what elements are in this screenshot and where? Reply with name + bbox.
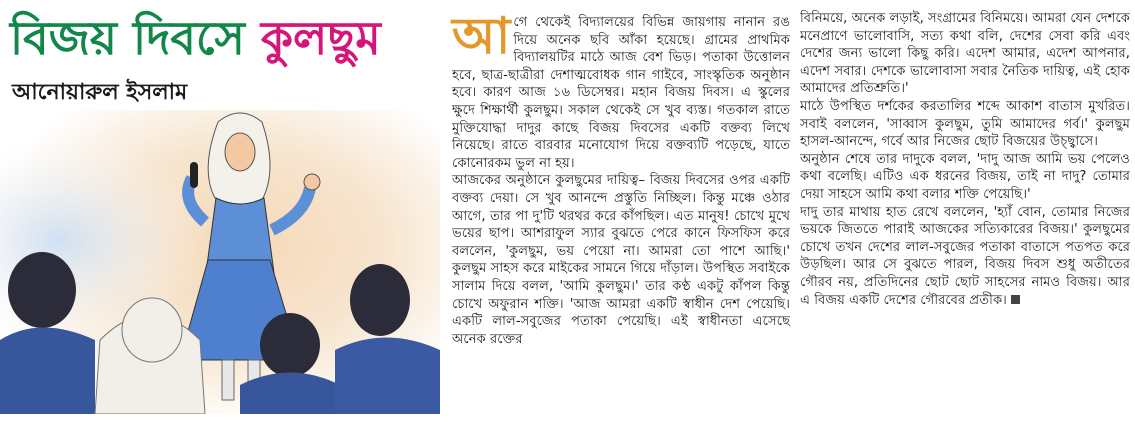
- author-byline: আনোয়ারুল ইসলাম: [12, 80, 188, 105]
- paragraph-last: [800, 204, 1130, 310]
- paragraph: মাঠে উপস্থিত দর্শকের করতালির শব্দে আকাশ বাতাস মুখরিত। সবাই বললেন, 'সাব্বাস কুলছুম, তুমি আমাদের গর্ব।' কুলছুম হাসল-আনন্দে, গর্বে আর নিজের ছোট বিজয়ের উচ্ছ্বাসে।: [800, 98, 1130, 150]
- paragraph: বিনিময়ে, অনেক লড়াই, সংগ্রামের বিনিময়ে। আমরা যেন দেশকে মনেপ্রাণে ভালোবাসি, সত্য কথা বলি, দেশের সেবা করি এবং দেশের জন্য ভালো কিছু করি। এদেশ আমার, এদেশ আপনার, এদেশ সবার। দেশকে ভালোবাসা সবার নৈতিক দায়িত্ব, এই হোক আমাদের প্রতিশ্রুতি।': [800, 11, 1130, 97]
- paragraph: আজকের অনুষ্ঠানে কুলছুমের দায়িত্ব– বিজয় দিবসের ওপর একটি বক্তব্য দেয়া। সে খুব আনন্দে প্রস্তুতি নিচ্ছিল। কিন্তু মঞ্চে ওঠার আগে, তার পা দু'টি থরথর করে কাঁপছিল। এত মানুষ! চোখে মুখে ভয়ের ছাপ। আশরাফুল স্যার বুঝতে পেরে কানে ফিসফিস করে বললেন, 'কুলছুম, ভয় পেয়ো না। আমরা তো পাশে আছি।' কুলছুম সাহস করে মাইকের সামনে গিয়ে দাঁড়াল। উপস্থিত সবাইকে সালাম দিয়ে বলল, 'আমি কুলছুম।' তার কণ্ঠ একটু কাঁপল কিন্তু চোখে অফুরান শক্তি। 'আজ আমরা একটি স্বাধীন দেশ পেয়েছি। একটি লাল-সবুজের পতাকা পেয়েছি। এই স্বাধীনতা এসেছে অনেক রক্তের: [452, 173, 790, 347]
- paragraph: অনুষ্ঠান শেষে তার দাদুকে বলল, 'দাদু আজ আমি ভয় পেলেও কথা বলেছি। এটিও এক ধরনের বিজয়, তাই না দাদু? তোমার দেয়া সাহসে আমি কথা বলার শক্তি পেয়েছি।': [800, 151, 1130, 202]
- paragraph: গে থেকেই বিদ্যালয়ের বিভিন্ন জায়গায় নানান রঙ দিয়ে অনেক ছবি আঁকা হয়েছে। গ্রামের প্রাথমিক বিদ্যালয়টির মাঠে আজ বেশ ভিড়। পতাকা উত্তোলন হবে, ছাত্র-ছাত্রীরা দেশাত্মবোধক গান গাইবে, সাংস্কৃতিক অনুষ্ঠান হবে। কারণ আজ ১৬ ডিসেম্বর। মহান বিজয় দিবস। এ স্কুলের ক্ষুদে শিক্ষার্থী কুলছুম। সকাল থেকেই সে খুব ব্যস্ত। গতকাল রাতে মুক্তিযোদ্ধা দাদুর কাছে বিজয় দিবসের একটি বক্তব্য লিখে নিয়েছে। রাতে বারবার মনোযোগ দিয়ে বক্তব্যটি পড়েছে, যাতে কোনোরকম ভুল না হয়।: [452, 15, 790, 171]
- article-column-2: [800, 10, 1130, 309]
- paragraph-text: দাদু তার মাথায় হাত রেখে বললেন, 'হ্যাঁ বোন, তোমার নিজের ভয়কে জিততে পারাই আজকের সত্যিকারের বিজয়।' কুলছুমের চোখে তখন দেশের লাল-সবুজের পতাকা বাতাসে পতপত করে উড়ছিল। আর সে বুঝতে পারল, বিজয় দিবস শুধু অতীতের গৌরব নয়, প্রতিদিনের ছোট ছোট সাহসের নামও বিজয়। আর এ বিজয় একটি দেশের গৌরবের প্রতীক।: [800, 204, 1130, 308]
- article-column-1: [452, 7, 790, 348]
- headline-part2: কুলছুম: [260, 11, 381, 65]
- drop-cap: আ: [452, 7, 511, 65]
- headline-part1: বিজয় দিবসে: [10, 11, 245, 65]
- end-mark-icon: [1011, 295, 1020, 304]
- story-illustration: [0, 110, 440, 414]
- headline: [10, 8, 381, 68]
